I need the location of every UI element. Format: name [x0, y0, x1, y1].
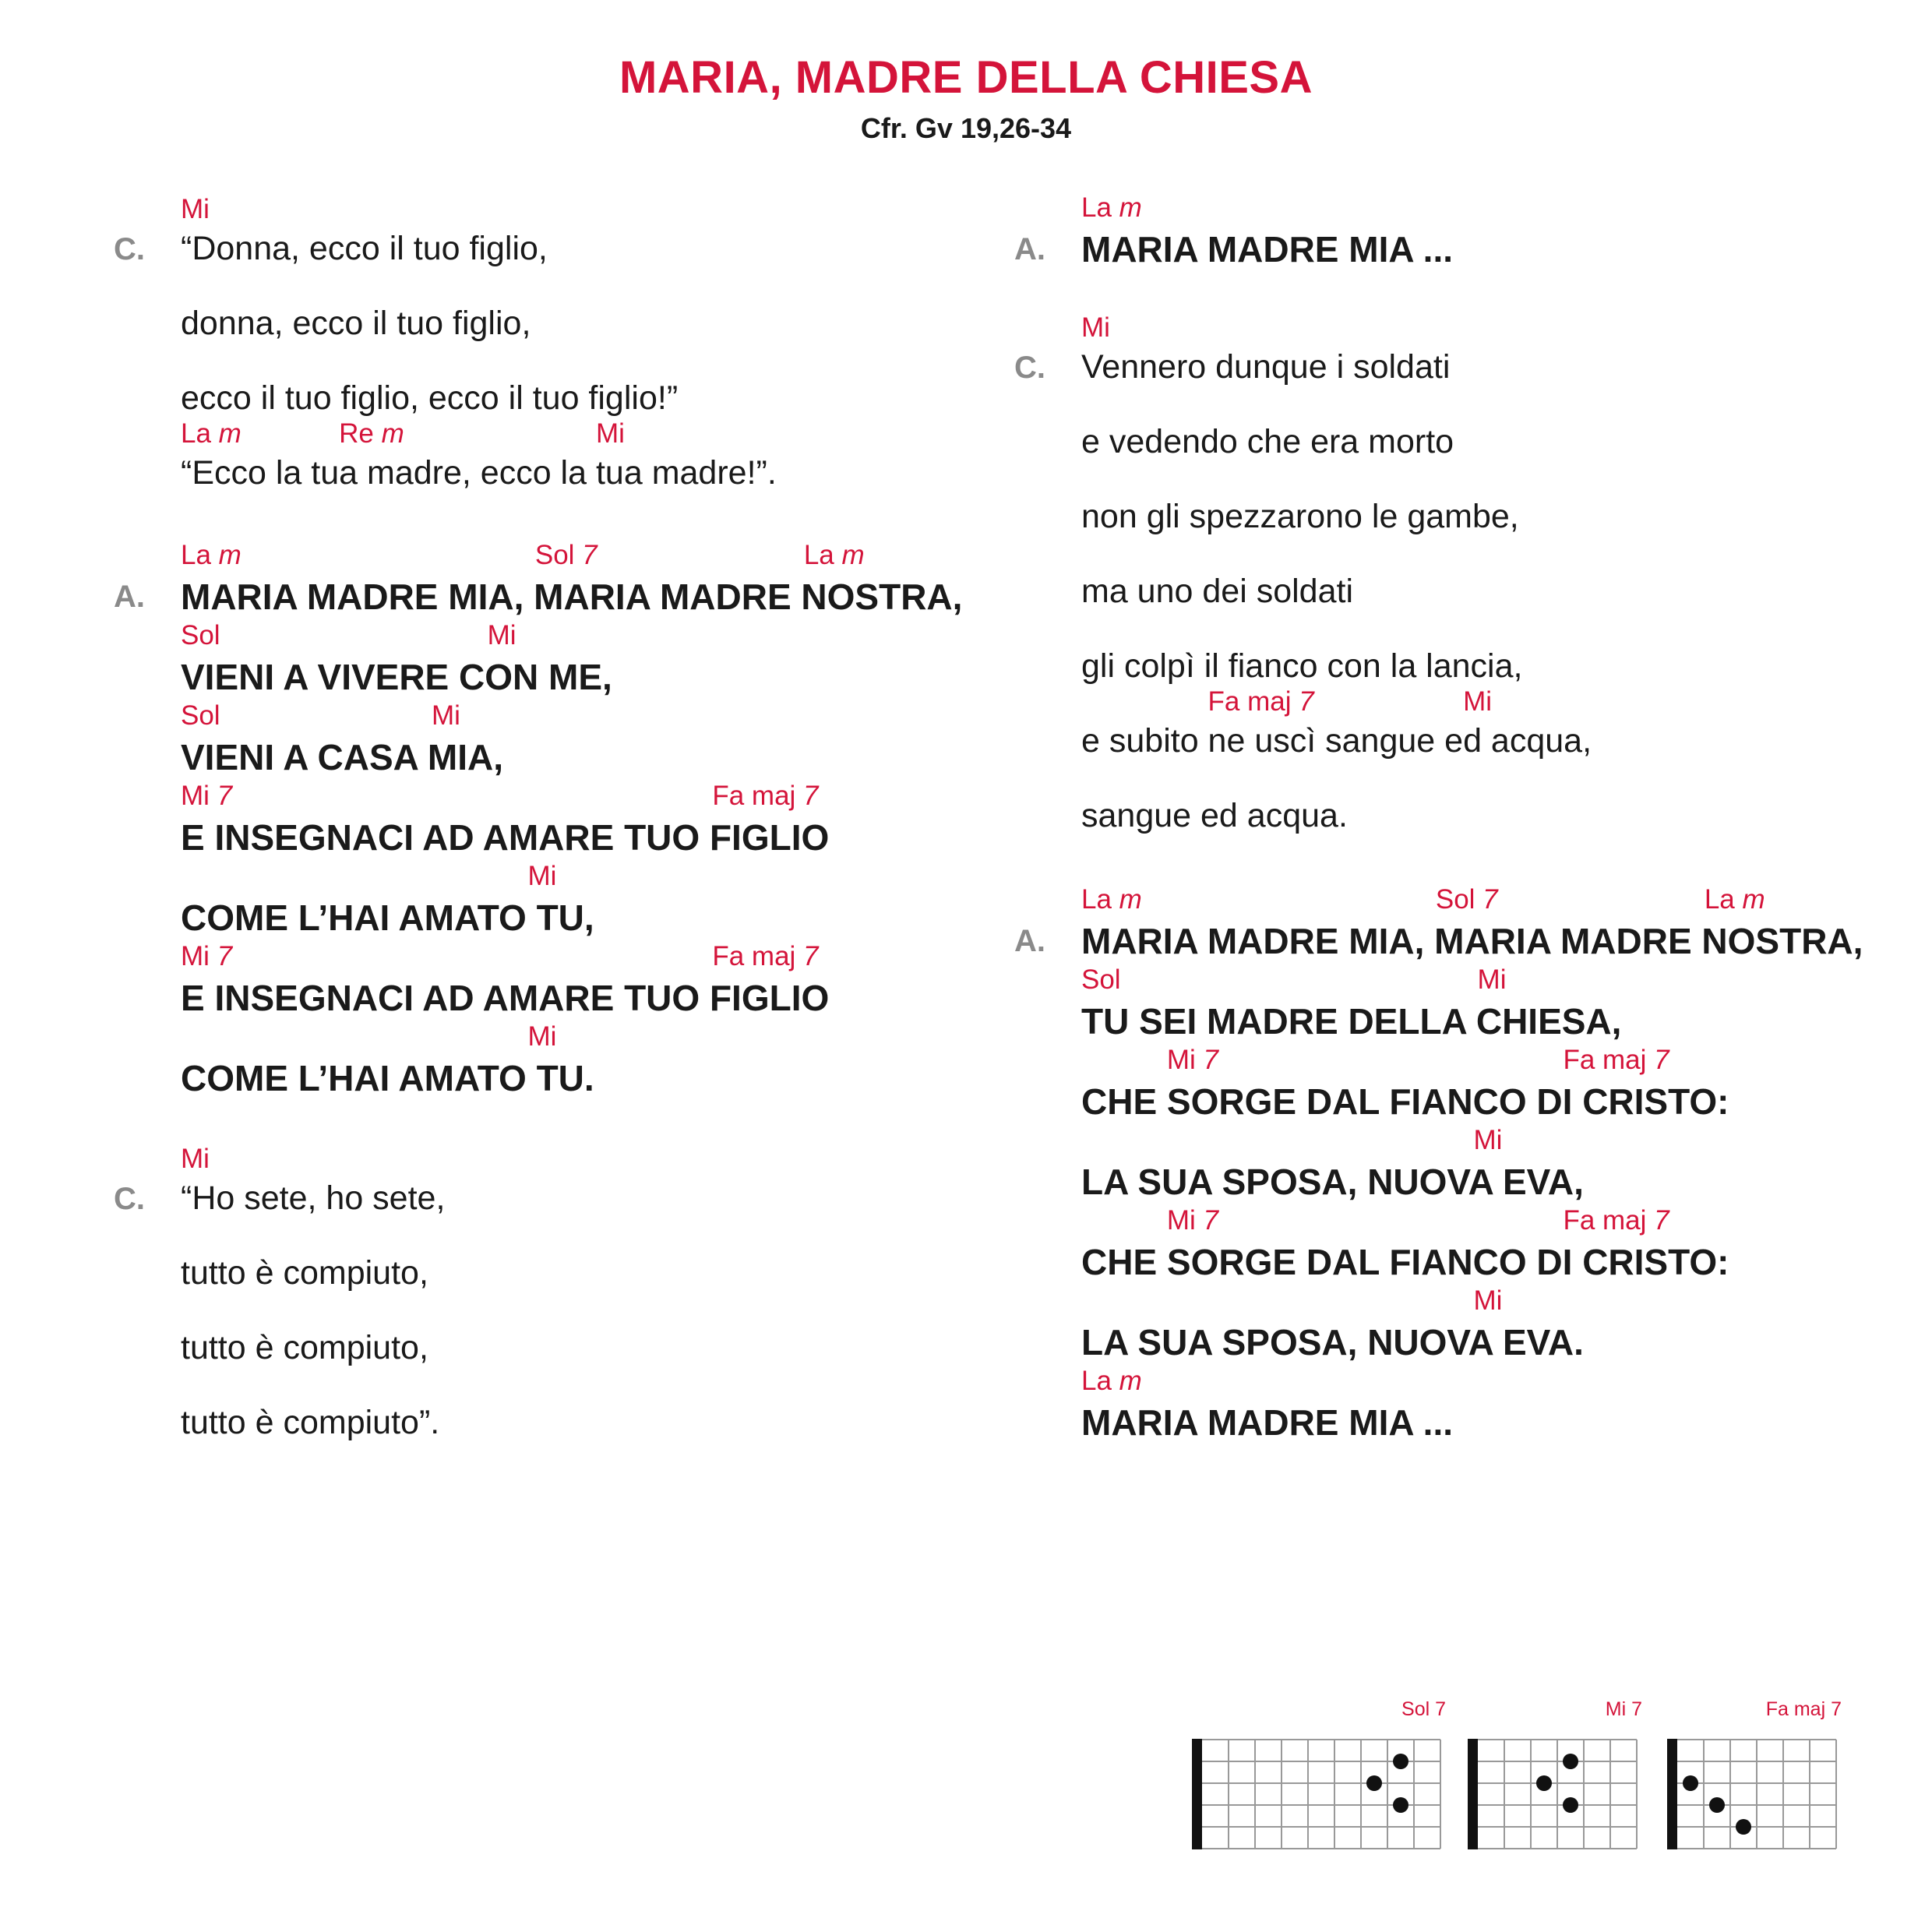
chord-suffix: 7	[1291, 686, 1314, 717]
chord-root: Mi	[181, 780, 210, 811]
chord-symbol	[181, 941, 232, 972]
fretboard-nut	[1468, 1739, 1478, 1849]
lyric-line: Vennero dunque i soldati	[1081, 348, 1451, 386]
chord-root: Mi	[487, 619, 516, 650]
chord-symbol	[1081, 312, 1110, 344]
chord-symbol	[181, 620, 220, 651]
chord-root: Sol	[181, 619, 220, 650]
chord-symbol	[488, 620, 516, 651]
chord-symbol	[535, 540, 598, 571]
chord-suffix: 7	[1646, 1204, 1669, 1236]
lyric-line: ma uno dei soldati	[1081, 573, 1353, 611]
chord-suffix: 7	[1475, 883, 1498, 915]
chord-suffix: 7	[1646, 1044, 1669, 1075]
lyric-line: LA SUA SPOSA, NUOVA EVA.	[1081, 1321, 1584, 1363]
lyric-line: donna, ecco il tuo figlio,	[181, 305, 531, 343]
chord-symbol	[1474, 1125, 1503, 1156]
finger-dot	[1683, 1775, 1698, 1791]
chord-root: La	[181, 418, 211, 450]
chord-symbol	[1081, 964, 1121, 996]
lyric-line: “Ecco la tua madre, ecco la tua madre!”.	[181, 454, 777, 492]
chord-root: Mi	[1477, 964, 1507, 995]
section-label: C.	[1014, 351, 1045, 385]
chord-suffix: 7	[209, 780, 233, 811]
chord-symbol	[181, 700, 220, 732]
chord-suffix: m	[210, 418, 242, 450]
chord-root: Mi	[181, 194, 210, 225]
chord-suffix: 7	[795, 780, 819, 811]
chord-root: Mi	[595, 418, 625, 450]
fretboard-grid	[1667, 1739, 1842, 1856]
chord-symbol	[1208, 686, 1314, 717]
chord-symbol	[1705, 884, 1765, 915]
chord-root: Fa maj	[1563, 1204, 1647, 1236]
chord-root: La	[803, 539, 834, 570]
lyric-line: non gli spezzarono le gambe,	[1081, 498, 1519, 536]
lyric-line: LA SUA SPOSA, NUOVA EVA,	[1081, 1161, 1584, 1202]
chord-root: Fa maj	[1208, 686, 1292, 717]
chord-root: Mi	[1473, 1285, 1503, 1316]
lyric-line: sangue ed acqua.	[1081, 797, 1348, 835]
chord-root: La	[1081, 192, 1112, 223]
finger-dot	[1563, 1797, 1578, 1813]
chord-root: La	[1704, 883, 1735, 915]
chord-symbol	[181, 540, 242, 571]
chord-root: Sol	[181, 700, 220, 731]
section-label: C.	[114, 232, 145, 266]
section-label: C.	[114, 1182, 145, 1216]
chord-suffix: m	[1111, 1365, 1142, 1396]
chord-root: Mi	[1473, 1124, 1503, 1155]
chord-root: La	[1081, 883, 1112, 915]
chord-root: Fa maj	[712, 780, 796, 811]
chord-suffix: m	[210, 539, 242, 570]
chord-symbol	[1081, 192, 1142, 224]
chord-symbol	[1463, 686, 1492, 717]
chord-root: Mi	[1166, 1044, 1196, 1075]
chord-symbol	[181, 418, 242, 450]
chord-symbol	[181, 194, 210, 225]
chord-symbol	[432, 700, 460, 732]
lyric-line: TU SEI MADRE DELLA CHIESA,	[1081, 1000, 1622, 1042]
chord-root: Mi	[1463, 686, 1492, 717]
chord-root: Mi	[181, 940, 210, 971]
chord-diagram-name: Fa maj 7	[1765, 1698, 1842, 1720]
chord-suffix: m	[373, 418, 404, 450]
finger-dot	[1393, 1797, 1408, 1813]
chord-symbol	[528, 861, 557, 892]
lyric-line: VIENI A VIVERE CON ME,	[181, 656, 612, 697]
lyric-line: tutto è compiuto”.	[181, 1404, 440, 1442]
chord-diagram	[1468, 1698, 1642, 1862]
chord-root: Sol	[1081, 964, 1121, 995]
chord-symbol	[804, 540, 865, 571]
lyric-line: E INSEGNACI AD AMARE TUO FIGLIO	[181, 977, 830, 1018]
lyric-line: gli colpì il fianco con la lancia,	[1081, 647, 1523, 686]
chord-suffix: 7	[574, 539, 598, 570]
lyric-line: MARIA MADRE MIA ...	[1081, 1401, 1454, 1443]
chord-symbol	[1436, 884, 1498, 915]
chord-symbol	[181, 781, 232, 812]
lyric-line: e subito ne uscì sangue ed acqua,	[1081, 722, 1592, 760]
chord-root: La	[181, 539, 211, 570]
fretboard-grid	[1192, 1739, 1446, 1856]
finger-dot	[1736, 1819, 1751, 1835]
chord-symbol	[1081, 1366, 1142, 1397]
chord-diagram	[1667, 1698, 1842, 1862]
chord-root: Mi	[1081, 312, 1110, 344]
chord-symbol	[712, 941, 818, 972]
chord-root: Mi	[432, 700, 460, 731]
chord-root: Sol	[534, 539, 575, 570]
lyric-line: ecco il tuo figlio, ecco il tuo figlio!”	[181, 379, 679, 418]
chord-diagram-name: Mi 7	[1605, 1698, 1642, 1720]
chord-root: Fa maj	[1563, 1044, 1647, 1075]
lyric-line: MARIA MADRE MIA ...	[1081, 228, 1454, 270]
chord-suffix: 7	[1195, 1204, 1219, 1236]
lyric-line: VIENI A CASA MIA,	[181, 736, 504, 777]
chord-symbol	[1474, 1285, 1503, 1317]
chord-root: Mi	[527, 860, 557, 891]
song-reference: Cfr. Gv 19,26-34	[860, 112, 1072, 144]
chord-symbol	[1081, 884, 1142, 915]
chord-root: Sol	[1435, 883, 1475, 915]
section-label: A.	[114, 580, 145, 614]
chord-symbol	[528, 1021, 557, 1052]
lyric-line: COME L’HAI AMATO TU.	[181, 1057, 594, 1098]
chord-suffix: m	[1111, 883, 1142, 915]
chord-symbol	[1563, 1205, 1669, 1236]
finger-dot	[1366, 1775, 1382, 1791]
chord-root: Mi	[1166, 1204, 1196, 1236]
lyric-line: tutto è compiuto,	[181, 1254, 428, 1292]
fretboard-nut	[1192, 1739, 1202, 1849]
chord-symbol	[1478, 964, 1507, 996]
lyric-line: E INSEGNACI AD AMARE TUO FIGLIO	[181, 816, 830, 858]
finger-dot	[1563, 1754, 1578, 1769]
chord-suffix: 7	[1195, 1044, 1219, 1075]
lyric-line: tutto è compiuto,	[181, 1329, 428, 1367]
lyric-line: COME L’HAI AMATO TU,	[181, 897, 594, 938]
chord-suffix: m	[1111, 192, 1142, 223]
fretboard-nut	[1667, 1739, 1677, 1849]
chord-diagram-name: Sol 7	[1401, 1698, 1446, 1720]
chord-symbol	[596, 418, 625, 450]
chord-symbol	[1563, 1045, 1669, 1076]
chord-suffix: m	[1734, 883, 1765, 915]
chord-root: La	[1081, 1365, 1112, 1396]
chord-root: Fa maj	[712, 940, 796, 971]
lyric-line: MARIA MADRE MIA, MARIA MADRE NOSTRA,	[1081, 920, 1863, 961]
fretboard-grid	[1468, 1739, 1642, 1856]
finger-dot	[1393, 1754, 1408, 1769]
chord-symbol	[339, 418, 404, 450]
chord-symbol	[712, 781, 818, 812]
chord-root: Mi	[527, 1021, 557, 1052]
finger-dot	[1709, 1797, 1725, 1813]
song-title: MARIA, MADRE DELLA CHIESA	[619, 52, 1313, 103]
section-label: A.	[1014, 924, 1045, 958]
lyric-line: “Donna, ecco il tuo figlio,	[181, 230, 548, 268]
chord-root: Re	[339, 418, 374, 450]
lyric-line: MARIA MADRE MIA, MARIA MADRE NOSTRA,	[181, 576, 963, 617]
chord-suffix: 7	[795, 940, 819, 971]
lyric-line: CHE SORGE DAL FIANCO DI CRISTO:	[1081, 1081, 1729, 1122]
lyric-line: CHE SORGE DAL FIANCO DI CRISTO:	[1081, 1241, 1729, 1282]
lyric-line: e vedendo che era morto	[1081, 423, 1454, 461]
finger-dot	[1536, 1775, 1552, 1791]
chord-symbol	[1167, 1045, 1218, 1076]
chord-suffix: m	[834, 539, 865, 570]
chord-root: Mi	[181, 1144, 210, 1175]
chord-diagram	[1192, 1698, 1446, 1862]
chord-symbol	[1167, 1205, 1218, 1236]
chord-symbol	[181, 1144, 210, 1175]
lyric-line: “Ho sete, ho sete,	[181, 1179, 446, 1218]
chord-suffix: 7	[209, 940, 233, 971]
section-label: A.	[1014, 232, 1045, 266]
